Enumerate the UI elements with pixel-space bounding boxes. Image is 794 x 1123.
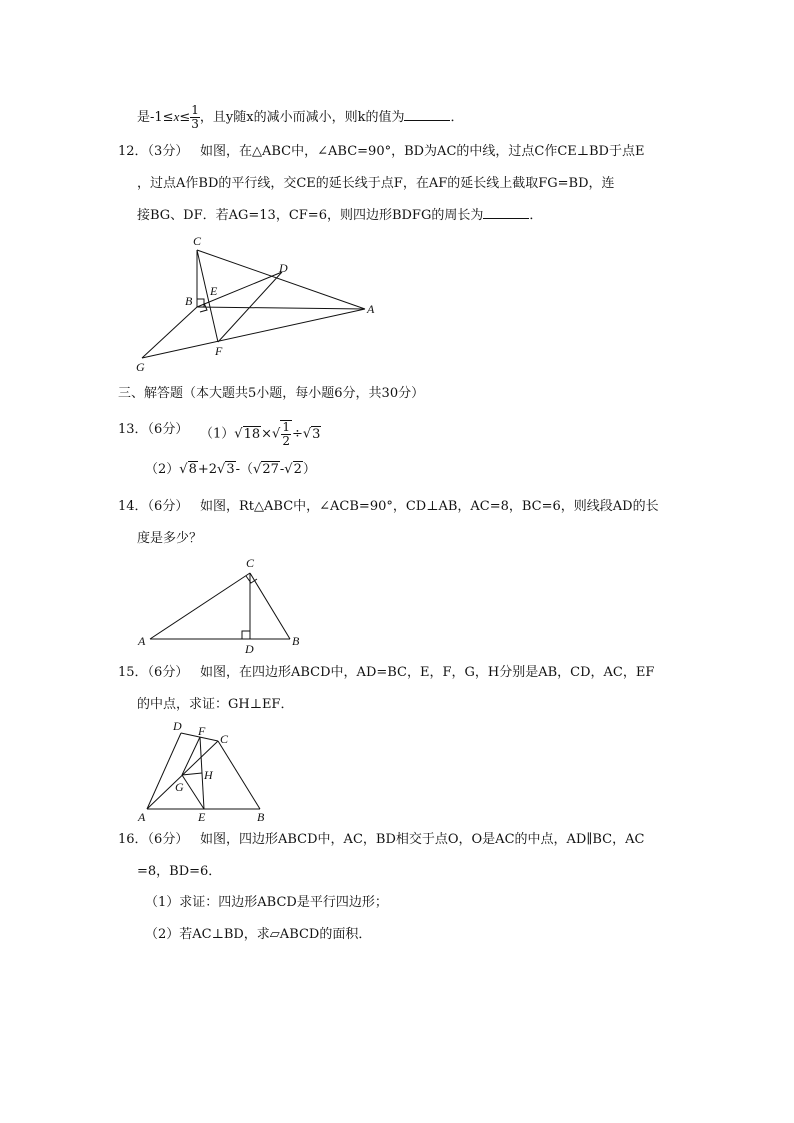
q15-label-f: F [198, 724, 206, 738]
q13-p1-den: 2 [282, 434, 290, 448]
q15-seg-gf [182, 737, 200, 775]
q11-leq: ≤ [179, 110, 191, 125]
q12-label-b: B [185, 294, 193, 308]
q15-line1: 如图，在四边形ABCD中，AD=BC，E，F，G，H分别是AB，CD，AC，EF [200, 665, 655, 680]
q12-number: 12．（3分） [118, 144, 189, 159]
q11-prefix: 是-1≤ [137, 110, 174, 125]
q14-seg-ac [150, 573, 250, 639]
q13-p2-close: ） [302, 462, 316, 477]
q11-var: x [173, 109, 180, 124]
q15-line2: 的中点，求证：GH⊥EF． [137, 697, 294, 712]
q13-part1: （1）√18×√ $\frac{1}{2}$ ÷√3 [200, 420, 321, 448]
q16-line1: 如图，四边形ABCD中，AC，BD相交于点O，O是AC的中点，AD∥BC，AC [200, 832, 645, 847]
q12-end: ． [529, 208, 543, 223]
q13-p2-minus2: - [279, 462, 285, 477]
q13-p1-radicand-b: 3 [312, 426, 321, 442]
q12-line3 [137, 206, 542, 226]
q12-label-c: C [193, 234, 202, 248]
q15-label-d: D [173, 719, 182, 733]
q15-seg-gh [182, 773, 202, 775]
q13-p1-num: 1 [282, 420, 290, 434]
q12-line3-text: 接BG、DF．若AG=13，CF=6，则四边形BDFG的周长为 [137, 208, 484, 223]
q14-label-d: D [245, 642, 254, 656]
q14-number: 14．（6分） [118, 499, 189, 514]
q12-seg-ga [142, 309, 365, 358]
q14-figure [135, 552, 315, 657]
q15-label-a: A [138, 810, 146, 824]
q13-part2: （2）√8+2√3-（√27-√2） [145, 462, 316, 477]
q12-label-d: D [279, 261, 288, 275]
q12-line2: ，过点A作BD的平行线，交CE的延长线于点F，在AF的延长线上截取FG=BD，连 [137, 176, 615, 191]
q15-label-h: H [204, 768, 213, 782]
q13-p2-label: （2） [145, 462, 180, 477]
q11-end: ． [450, 110, 464, 125]
q16-number: 16．（6分） [118, 832, 189, 847]
q14-label-a: A [138, 634, 146, 648]
q12-seg-bg [142, 307, 197, 358]
q12-answer-blank[interactable] [483, 206, 529, 219]
q13-p2-minus: -（ [235, 462, 254, 477]
q16-part2: （2）若AC⊥BD，求▱ABCD的面积． [145, 927, 372, 942]
q13-p1-radicand-a: 18 [243, 426, 261, 442]
q13-p2-radicand-b: 3 [226, 462, 235, 477]
q13-p1-times: × [261, 426, 273, 442]
q13-number: 13．（6分） [118, 422, 189, 437]
q14-line2: 度是多少？ [137, 531, 203, 546]
q13-p2-mid: +2 [197, 462, 218, 477]
q12-label-a: A [367, 302, 375, 316]
q15-number: 15．（6分） [118, 665, 189, 680]
q13-p2-radicand-d: 2 [293, 462, 302, 477]
q15-label-g: G [175, 780, 184, 794]
q13-p2-radicand-a: 8 [188, 462, 197, 477]
q11-answer-blank[interactable] [404, 108, 450, 121]
q13-p2-radicand-c: 27 [262, 462, 279, 477]
q13-p1-fraction [280, 420, 292, 448]
q15-label-b: B [257, 810, 265, 824]
q14-label-c: C [246, 556, 255, 570]
q15-seg-cb [218, 741, 260, 809]
q14-right-angle-d [242, 631, 250, 639]
q11-frac-num: 1 [191, 103, 199, 117]
q13-p1-div: ÷ [291, 426, 303, 442]
q14-seg-cb [250, 573, 290, 639]
q12-seg-ca [197, 250, 365, 309]
q12-label-g: G [136, 360, 145, 374]
q13-p1-label: （1） [200, 426, 235, 442]
q11-fraction [190, 104, 200, 131]
q15-label-c: C [220, 732, 229, 746]
q15-label-e: E [198, 810, 206, 824]
section-3-heading: 三、解答题（本大题共5小题，每小题6分，共30分） [118, 386, 425, 401]
q16-part1: （1）求证：四边形ABCD是平行四边形； [145, 895, 388, 910]
q15-figure [135, 718, 275, 826]
q12-figure [130, 232, 380, 377]
q14-line1: 如图，Rt△ABC中，∠ACB=90°，CD⊥AB，AC=8，BC=6，则线段AD的长 [200, 499, 659, 514]
q12-seg-ba [197, 307, 365, 309]
q11-frac-den: 3 [191, 117, 199, 131]
q14-label-b: B [292, 634, 300, 648]
q12-label-e: E [210, 284, 218, 298]
q16-line2: =8，BD=6． [137, 864, 222, 879]
q11-suffix: ，且y随x的减小而减小，则k的值为 [199, 110, 405, 125]
q15-seg-ge [182, 775, 204, 809]
q12-label-f: F [215, 344, 223, 358]
q11-tail [137, 104, 463, 131]
q12-line1: 如图，在△ABC中，∠ABC=90°，BD为AC的中线，过点C作CE⊥BD于点E [200, 144, 645, 159]
q15-seg-ad [147, 733, 181, 809]
